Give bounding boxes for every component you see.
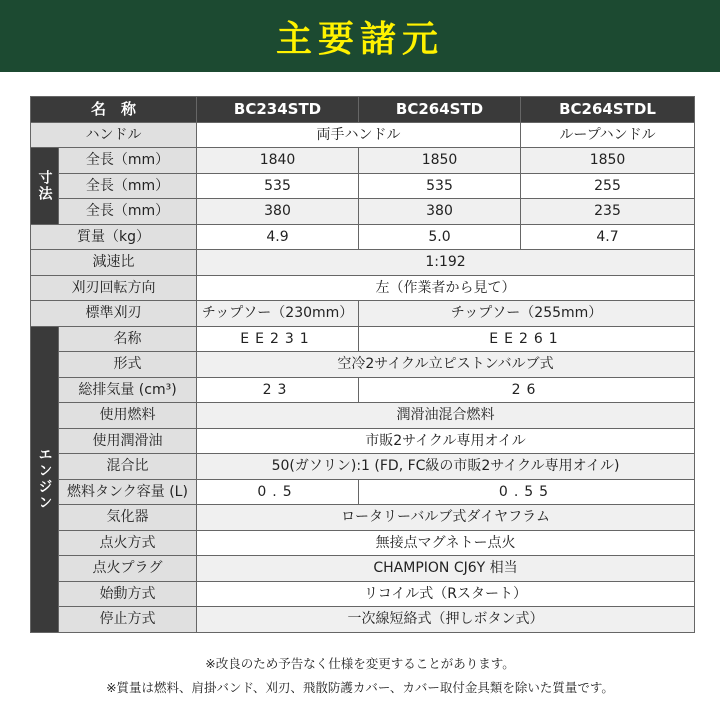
row-label: 全長（mm） — [59, 199, 197, 225]
cell-value: ループハンドル — [521, 122, 695, 148]
cell-value: ロータリーバルブ式ダイヤフラム — [197, 505, 695, 531]
cell-value: EE231 — [197, 326, 359, 352]
row-label: 点火プラグ — [59, 556, 197, 582]
footnote: ※改良のため予告なく仕様を変更することがあります。 — [205, 656, 515, 671]
cell-value: CHAMPION CJ6Y 相当 — [197, 556, 695, 582]
table-row — [31, 122, 695, 148]
cell-value: 1:192 — [197, 250, 695, 276]
cell-value: 0.55 — [359, 479, 695, 505]
table-row — [31, 607, 695, 633]
row-label: 減速比 — [31, 250, 197, 276]
table-row — [31, 403, 695, 429]
table-row — [31, 275, 695, 301]
table-row — [31, 377, 695, 403]
cell-value: 23 — [197, 377, 359, 403]
table-row — [31, 199, 695, 225]
group-label-engine: エンジン — [31, 326, 59, 632]
header-model-bc264std: BC264STD — [359, 97, 521, 123]
row-label: 刈刃回転方向 — [31, 275, 197, 301]
table-row — [31, 301, 695, 327]
cell-value: 潤滑油混合燃料 — [197, 403, 695, 429]
table-row — [31, 530, 695, 556]
header-name: 名 称 — [31, 97, 197, 123]
table-row — [31, 326, 695, 352]
row-label: 混合比 — [59, 454, 197, 480]
cell-value: 380 — [359, 199, 521, 225]
cell-value: リコイル式（Rスタート） — [197, 581, 695, 607]
row-label: 総排気量 (cm³) — [59, 377, 197, 403]
cell-value: 市販2サイクル専用オイル — [197, 428, 695, 454]
row-label: 使用燃料 — [59, 403, 197, 429]
row-label: 形式 — [59, 352, 197, 378]
row-label: 燃料タンク容量 (L) — [59, 479, 197, 505]
table-row — [31, 148, 695, 174]
cell-value: 380 — [197, 199, 359, 225]
table-row — [31, 250, 695, 276]
table-row — [31, 505, 695, 531]
cell-value: 1840 — [197, 148, 359, 174]
cell-value: 235 — [521, 199, 695, 225]
cell-value: 1850 — [521, 148, 695, 174]
cell-value: 50(ガソリン):1 (FD, FC級の市販2サイクル専用オイル) — [197, 454, 695, 480]
title-banner — [0, 0, 720, 72]
page-title: 主要諸元 — [275, 18, 444, 60]
table-row — [31, 454, 695, 480]
row-label: 使用潤滑油 — [59, 428, 197, 454]
row-label: 気化器 — [59, 505, 197, 531]
row-label: 全長（mm） — [59, 173, 197, 199]
row-label: 停止方式 — [59, 607, 197, 633]
cell-value: 535 — [197, 173, 359, 199]
table-row — [31, 428, 695, 454]
table-header-row — [31, 97, 695, 123]
cell-value: チップソー（230mm） — [197, 301, 359, 327]
header-model-bc234std: BC234STD — [197, 97, 359, 123]
cell-value: 5.0 — [359, 224, 521, 250]
cell-value: 1850 — [359, 148, 521, 174]
cell-value: 26 — [359, 377, 695, 403]
cell-value: EE261 — [359, 326, 695, 352]
footnotes — [0, 652, 720, 700]
cell-value: 空冷2サイクル立ピストンバルブ式 — [197, 352, 695, 378]
row-label: ハンドル — [31, 122, 197, 148]
cell-value: 無接点マグネトー点火 — [197, 530, 695, 556]
row-label: 始動方式 — [59, 581, 197, 607]
table-row — [31, 479, 695, 505]
cell-value: 255 — [521, 173, 695, 199]
cell-value: 両手ハンドル — [197, 122, 521, 148]
table-row — [31, 556, 695, 582]
row-label: 点火方式 — [59, 530, 197, 556]
cell-value: 左（作業者から見て） — [197, 275, 695, 301]
row-label: 名称 — [59, 326, 197, 352]
spec-table — [30, 96, 695, 633]
table-row — [31, 581, 695, 607]
row-label: 全長（mm） — [59, 148, 197, 174]
footnote: ※質量は燃料、肩掛バンド、刈刃、飛散防護カバー、カバー取付金具類を除いた質量です。 — [106, 680, 614, 695]
table-row — [31, 173, 695, 199]
table-row — [31, 224, 695, 250]
cell-value: 4.9 — [197, 224, 359, 250]
header-model-bc264stdl: BC264STDL — [521, 97, 695, 123]
cell-value: 4.7 — [521, 224, 695, 250]
row-label: 標準刈刃 — [31, 301, 197, 327]
cell-value: 一次線短絡式（押しボタン式） — [197, 607, 695, 633]
cell-value: 535 — [359, 173, 521, 199]
row-label: 質量（kg） — [31, 224, 197, 250]
cell-value: 0.5 — [197, 479, 359, 505]
cell-value: チップソー（255mm） — [359, 301, 695, 327]
group-label-dimensions: 寸法 — [31, 148, 59, 225]
table-row — [31, 352, 695, 378]
